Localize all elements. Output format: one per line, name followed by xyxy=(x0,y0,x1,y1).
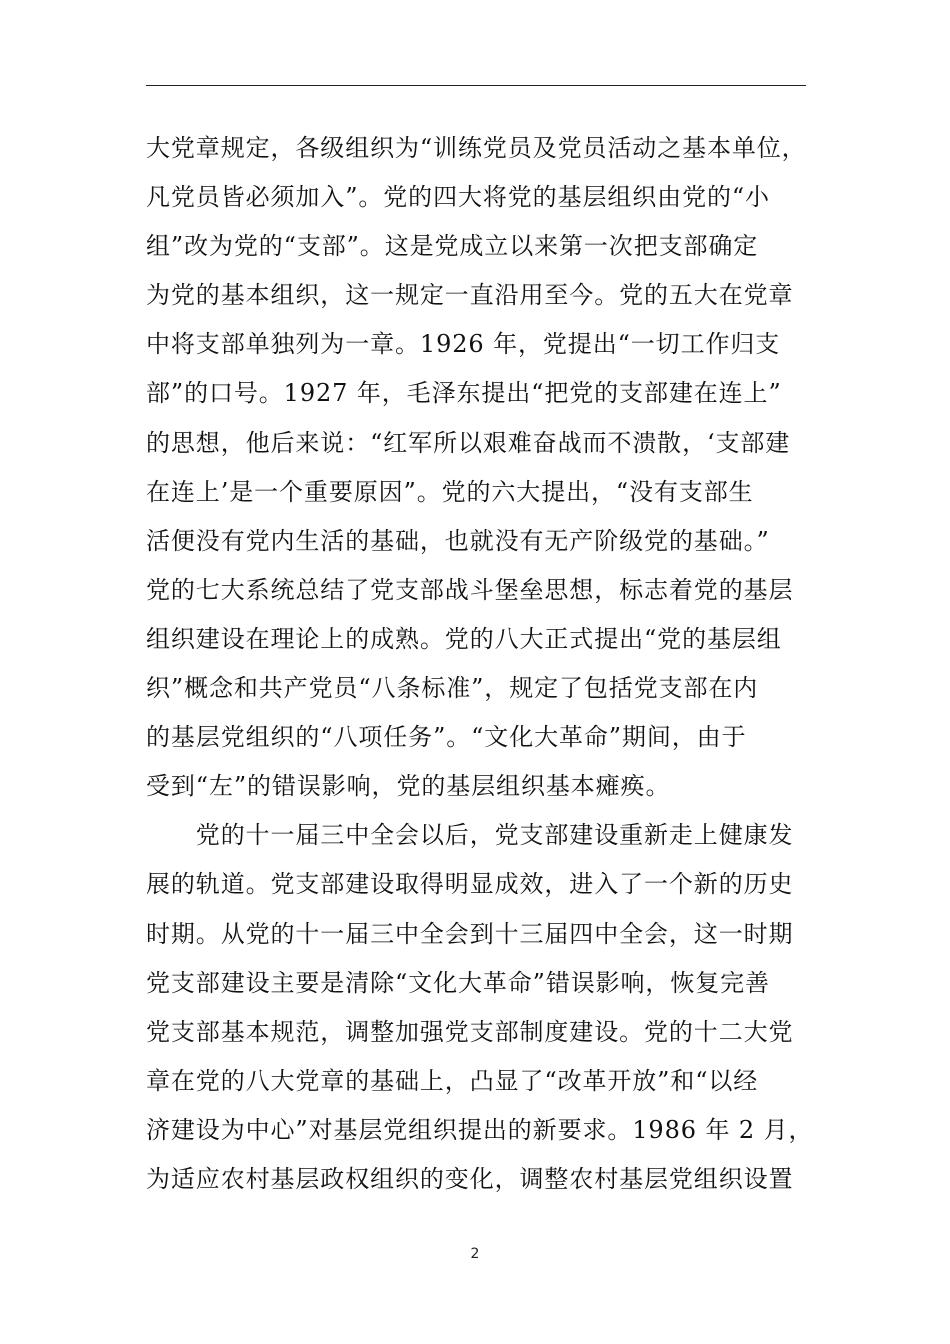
text-line: 大党章规定，各级组织为“训练党员及党员活动之基本单位， xyxy=(146,134,807,162)
text-line: 部”的口号。1927 年，毛泽东提出“把党的支部建在连上” xyxy=(146,379,782,408)
text-line: 济建设为中心”对基层党组织提出的新要求。1986 年 2 月， xyxy=(146,1115,814,1144)
text-line: 为党的基本组织，这一规定一直沿用至今。党的五大在党章 xyxy=(146,281,794,310)
text-line: 的基层党组织的“八项任务”。“文化大革命”期间，由于 xyxy=(146,723,747,752)
text-line: 组织建设在理论上的成熟。党的八大正式提出“党的基层组 xyxy=(146,624,782,653)
text-line: 党支部基本规范，调整加强党支部制度建设。党的十二大党 xyxy=(146,1017,794,1046)
text-line: 受到“左”的错误影响，党的基层组织基本瘫痪。 xyxy=(146,772,671,801)
text-line: 时期。从党的十一届三中全会到十三届四中全会，这一时期 xyxy=(146,919,794,948)
page-number: 2 xyxy=(470,1246,480,1262)
text-line: 党支部建设主要是清除“文化大革命”错误影响，恢复完善 xyxy=(146,968,770,997)
text-line: 组”改为党的“支部”。这是党成立以来第一次把支部确定 xyxy=(146,232,759,261)
document-body xyxy=(146,124,814,1204)
text-line: 展的轨道。党支部建设取得明显成效，进入了一个新的历史 xyxy=(146,870,794,899)
text-line: 织”概念和共产党员“八条标准”，规定了包括党支部在内 xyxy=(146,674,759,703)
text-line: 的思想，他后来说：“红军所以艰难奋战而不溃散，‘支部建 xyxy=(146,428,791,457)
text-line: 章在党的八大党章的基础上，凸显了“改革开放”和“以经 xyxy=(146,1066,759,1095)
text-line: 党的七大系统总结了党支部战斗堡垒思想，标志着党的基层 xyxy=(146,575,794,604)
text-line: 活便没有党内生活的基础，也就没有无产阶级党的基础。” xyxy=(146,526,770,555)
text-line: 中将支部单独列为一章。1926 年，党提出“一切工作归支 xyxy=(146,330,781,359)
text-line: 为适应农村基层政权组织的变化，调整农村基层党组织设置 xyxy=(146,1164,794,1193)
text-line: 在连上’是一个重要原因”。党的六大提出，“没有支部生 xyxy=(146,477,754,506)
header-rule xyxy=(146,85,806,86)
paragraph-start-line: 党的十一届三中全会以后，党支部建设重新走上健康发 xyxy=(146,821,794,850)
text-line: 凡党员皆必须加入”。党的四大将党的基层组织由党的“小 xyxy=(146,183,770,212)
